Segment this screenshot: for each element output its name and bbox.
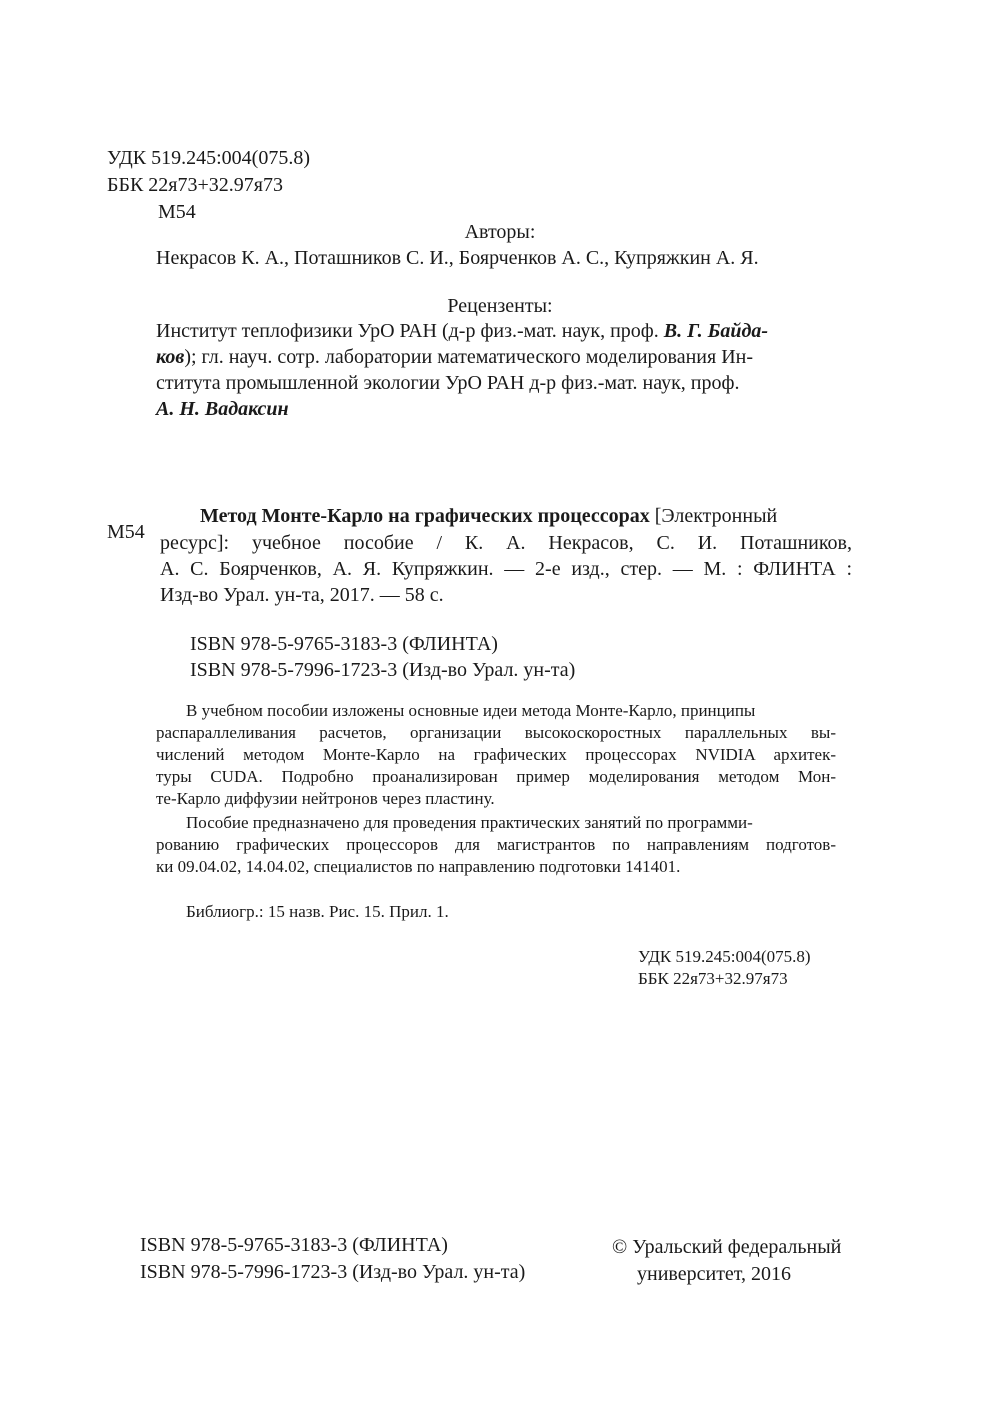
reviewer-name-2: А. Н. Вадаксин <box>156 398 289 420</box>
book-title: Метод Монте-Карло на графических процессорах <box>200 505 650 527</box>
footer-isbn-2: ISBN 978-5-7996-1723-3 (Изд-во Урал. ун-та) <box>140 1261 526 1283</box>
bbk-code: ББК 22я73+32.97я73 <box>107 174 283 196</box>
catalog-line-1-rest: [Электронный <box>654 505 778 527</box>
reviewers-line-2-text: ); гл. науч. сотр. лаборатории математического моделирования Ин- <box>184 346 754 368</box>
udk-code: УДК 519.245:004(075.8) <box>107 147 310 169</box>
reviewer-name-1-end: ков <box>156 346 185 368</box>
catalog-line-4: Изд-во Урал. ун-та, 2017. — 58 с. <box>160 584 444 606</box>
catalog-line-2: ресурс]: учебное пособие / К. А. Некрасов, С. И. Поташников, <box>160 532 852 554</box>
reviewers-line-1-text: Институт теплофизики УрО РАН (д-р физ.-мат. наук, проф. <box>156 320 659 342</box>
catalog-line-1 <box>200 503 777 529</box>
abstract-p1-line-3: числений методом Монте-Карло на графических процессорах NVIDIA архитек- <box>156 745 836 764</box>
reviewer-name-1: В. Г. Байда- <box>663 320 769 342</box>
catalog-mark: М54 <box>107 521 145 543</box>
authors-heading: Авторы: <box>464 221 536 243</box>
abstract-p1-line-4: туры CUDA. Подробно проанализирован пример моделирования методом Мон- <box>156 767 836 786</box>
abstract-p1-line-5: те-Карло диффузии нейтронов через пластину. <box>156 789 495 808</box>
abstract-p2-line-3: ки 09.04.02, 14.04.02, специалистов по направлению подготовки 141401. <box>156 857 681 876</box>
footer-isbn-1: ISBN 978-5-9765-3183-3 (ФЛИНТА) <box>140 1234 448 1256</box>
copyright-line-1: © Уральский федеральный <box>612 1236 842 1258</box>
abstract-p2-line-1: Пособие предназначено для проведения практических занятий по программи- <box>186 813 753 832</box>
reviewers-line-1 <box>156 318 768 344</box>
reviewers-heading: Рецензенты: <box>447 295 553 317</box>
catalog-line-3: А. С. Боярченков, А. Я. Купряжкин. — 2-е изд., стер. — М. : ФЛИНТА : <box>160 558 852 580</box>
abstract-p1-line-2: распараллеливания расчетов, организации высокоскоростных параллельных вы- <box>156 723 836 742</box>
abstract-p2-line-2: рованию графических процессоров для магистрантов по направлениям подготов- <box>156 835 836 854</box>
catalog-isbn-1: ISBN 978-5-9765-3183-3 (ФЛИНТА) <box>190 633 498 655</box>
copyright-line-2: университет, 2016 <box>637 1263 792 1285</box>
author-mark: М54 <box>158 201 196 223</box>
authors-names: Некрасов К. А., Поташников С. И., Боярченков А. С., Купряжкин А. Я. <box>156 247 759 269</box>
catalog-isbn-2: ISBN 978-5-7996-1723-3 (Изд-во Урал. ун-та) <box>190 659 576 681</box>
bibliography-note: Библиогр.: 15 назв. Рис. 15. Прил. 1. <box>186 902 449 921</box>
reviewers-line-2 <box>156 344 753 370</box>
index-udk: УДК 519.245:004(075.8) <box>638 947 811 966</box>
index-bbk: ББК 22я73+32.97я73 <box>638 969 788 988</box>
abstract-p1-line-1: В учебном пособии изложены основные идеи метода Монте-Карло, принципы <box>186 701 756 720</box>
reviewers-line-3: ститута промышленной экологии УрО РАН д-р физ.-мат. наук, проф. <box>156 372 740 394</box>
